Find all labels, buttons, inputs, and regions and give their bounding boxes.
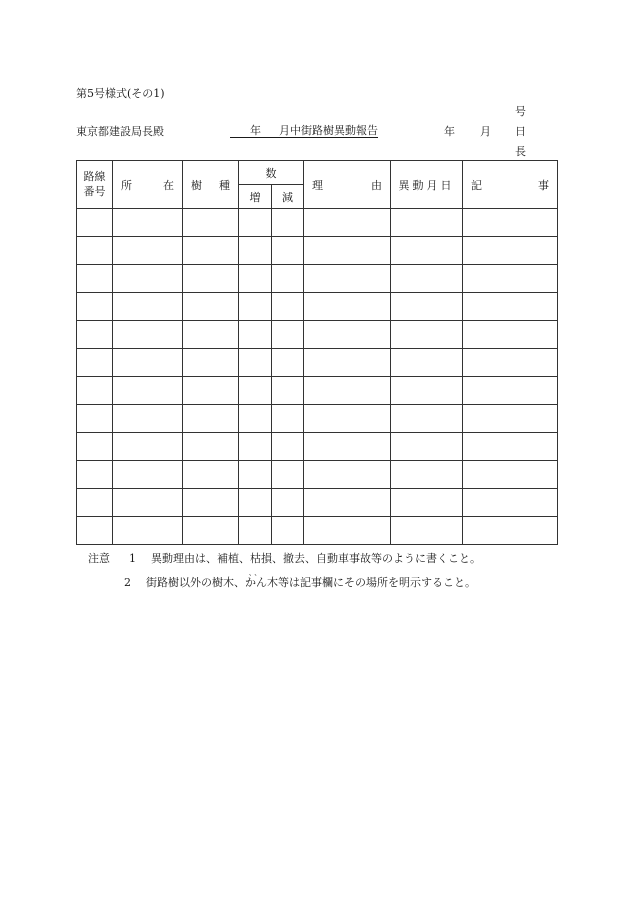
note-2-text-before: 街路樹以外の樹木、	[146, 576, 245, 589]
table-cell[interactable]	[272, 377, 304, 405]
table-cell[interactable]	[183, 349, 239, 377]
date-day-label: 日	[515, 125, 526, 138]
header-reason: 理 由	[304, 161, 391, 209]
note-2	[124, 569, 476, 589]
table-cell[interactable]	[113, 209, 183, 237]
table-cell[interactable]	[113, 489, 183, 517]
table-cell[interactable]	[183, 209, 239, 237]
report-title-month: 月	[279, 124, 290, 137]
table-cell[interactable]	[272, 489, 304, 517]
table-cell[interactable]	[239, 349, 272, 377]
table-cell[interactable]	[304, 405, 391, 433]
table-cell[interactable]	[463, 489, 558, 517]
table-cell[interactable]	[304, 293, 391, 321]
table-cell[interactable]	[113, 377, 183, 405]
table-row	[77, 405, 558, 433]
table-cell[interactable]	[391, 461, 463, 489]
table-cell[interactable]	[304, 517, 391, 545]
table-cell[interactable]	[463, 209, 558, 237]
table-cell[interactable]	[391, 489, 463, 517]
table-cell[interactable]	[304, 461, 391, 489]
table-cell[interactable]	[239, 237, 272, 265]
table-cell[interactable]	[463, 461, 558, 489]
table-cell[interactable]	[304, 265, 391, 293]
table-cell[interactable]	[391, 321, 463, 349]
note-2-text-after: 木等は記事欄にその場所を明示すること。	[267, 576, 476, 589]
table-cell[interactable]	[77, 433, 113, 461]
table-cell[interactable]	[183, 405, 239, 433]
notes-label: 注意	[88, 552, 110, 565]
table-cell[interactable]	[272, 265, 304, 293]
table-cell[interactable]	[113, 517, 183, 545]
table-cell[interactable]	[239, 377, 272, 405]
table-cell[interactable]	[272, 349, 304, 377]
table-cell[interactable]	[183, 377, 239, 405]
table-cell[interactable]	[391, 237, 463, 265]
table-cell[interactable]	[463, 433, 558, 461]
table-cell[interactable]	[183, 461, 239, 489]
table-row	[77, 517, 558, 545]
header-increase: 増	[239, 185, 272, 209]
table-cell[interactable]	[77, 517, 113, 545]
table-cell[interactable]	[77, 293, 113, 321]
table-cell[interactable]	[391, 433, 463, 461]
header-remarks: 記 事	[463, 161, 558, 209]
table-cell[interactable]	[113, 293, 183, 321]
table-cell[interactable]	[77, 377, 113, 405]
table-cell[interactable]	[272, 209, 304, 237]
table-cell[interactable]	[463, 517, 558, 545]
table-cell[interactable]	[272, 321, 304, 349]
table-row	[77, 265, 558, 293]
table-cell[interactable]	[239, 293, 272, 321]
table-cell[interactable]	[304, 209, 391, 237]
table-cell[interactable]	[77, 265, 113, 293]
table-row	[77, 349, 558, 377]
table-cell[interactable]	[239, 405, 272, 433]
table-cell[interactable]	[183, 237, 239, 265]
table-cell[interactable]	[77, 489, 113, 517]
date-year-label: 年	[444, 125, 455, 138]
table-cell[interactable]	[183, 433, 239, 461]
table-cell[interactable]	[113, 405, 183, 433]
table-row	[77, 489, 558, 517]
table-cell[interactable]	[391, 293, 463, 321]
header-count: 数	[239, 161, 304, 185]
report-title-year: 年	[250, 124, 261, 137]
table-cell[interactable]	[391, 517, 463, 545]
note-1-number: 1	[129, 552, 136, 565]
table-cell[interactable]	[463, 265, 558, 293]
table-cell[interactable]	[463, 377, 558, 405]
table-cell[interactable]	[463, 349, 558, 377]
table-cell[interactable]	[304, 377, 391, 405]
report-title-text: 中街路樹異動報告	[290, 124, 378, 137]
table-cell[interactable]	[304, 433, 391, 461]
table-cell[interactable]	[77, 237, 113, 265]
table-cell[interactable]	[391, 377, 463, 405]
header-route-number: 路線 番号	[77, 161, 113, 209]
table-cell[interactable]	[463, 293, 558, 321]
header-change-date: 異動月日	[391, 161, 463, 209]
table-cell[interactable]	[239, 209, 272, 237]
table-row	[77, 377, 558, 405]
table-cell[interactable]	[272, 405, 304, 433]
table-cell[interactable]	[391, 209, 463, 237]
table-cell[interactable]	[272, 237, 304, 265]
table-row	[77, 293, 558, 321]
table-cell[interactable]	[113, 237, 183, 265]
header-decrease: 減	[272, 185, 304, 209]
table-cell[interactable]	[272, 433, 304, 461]
form-number-label: 第5号様式(その1)	[76, 87, 165, 100]
table-cell[interactable]	[183, 489, 239, 517]
note-2-number: 2	[124, 576, 131, 589]
stamp-chief-label: 長	[515, 145, 526, 158]
table-cell[interactable]	[113, 433, 183, 461]
table-cell[interactable]	[272, 461, 304, 489]
table-cell[interactable]	[239, 265, 272, 293]
table-cell[interactable]	[77, 321, 113, 349]
table-cell[interactable]	[183, 265, 239, 293]
addressee: 東京都建設局長殿	[76, 125, 164, 138]
emphasis-dots: 、、	[248, 569, 264, 577]
table-cell[interactable]	[113, 461, 183, 489]
table-cell[interactable]	[77, 405, 113, 433]
note-1-text: 異動理由は、補植、枯損、撤去、自動車事故等のように書くこと。	[151, 552, 481, 565]
table-cell[interactable]	[239, 489, 272, 517]
date-month-label: 月	[480, 125, 491, 138]
table-cell[interactable]	[304, 489, 391, 517]
table-body	[77, 209, 558, 545]
header-species: 樹 種	[183, 161, 239, 209]
table-header-row	[77, 161, 558, 185]
table-cell[interactable]	[239, 517, 272, 545]
table-cell[interactable]	[304, 349, 391, 377]
table-cell[interactable]	[113, 265, 183, 293]
table-cell[interactable]	[463, 405, 558, 433]
table-cell[interactable]	[239, 321, 272, 349]
table-row	[77, 321, 558, 349]
note-2-emphasis: 、、 かん	[245, 569, 267, 589]
table-cell[interactable]	[391, 405, 463, 433]
table-cell[interactable]	[239, 461, 272, 489]
table-cell[interactable]	[463, 321, 558, 349]
table-cell[interactable]	[113, 349, 183, 377]
table-cell[interactable]	[391, 265, 463, 293]
table-cell[interactable]	[272, 293, 304, 321]
table-row	[77, 461, 558, 489]
table-cell[interactable]	[239, 433, 272, 461]
header-location: 所 在	[113, 161, 183, 209]
table-cell[interactable]	[77, 209, 113, 237]
table-cell[interactable]	[272, 517, 304, 545]
table-row	[77, 237, 558, 265]
stamp-number-label: 号	[515, 105, 526, 118]
table-cell[interactable]	[77, 461, 113, 489]
tree-change-table	[76, 160, 558, 545]
note-1	[88, 553, 481, 564]
table-cell[interactable]	[183, 321, 239, 349]
table-row	[77, 433, 558, 461]
table-cell[interactable]	[183, 517, 239, 545]
table-cell[interactable]	[463, 237, 558, 265]
table-cell[interactable]	[391, 349, 463, 377]
table-cell[interactable]	[304, 321, 391, 349]
table-cell[interactable]	[304, 237, 391, 265]
report-title	[230, 125, 378, 138]
table-cell[interactable]	[77, 349, 113, 377]
table-row	[77, 209, 558, 237]
table-cell[interactable]	[183, 293, 239, 321]
table-cell[interactable]	[113, 321, 183, 349]
